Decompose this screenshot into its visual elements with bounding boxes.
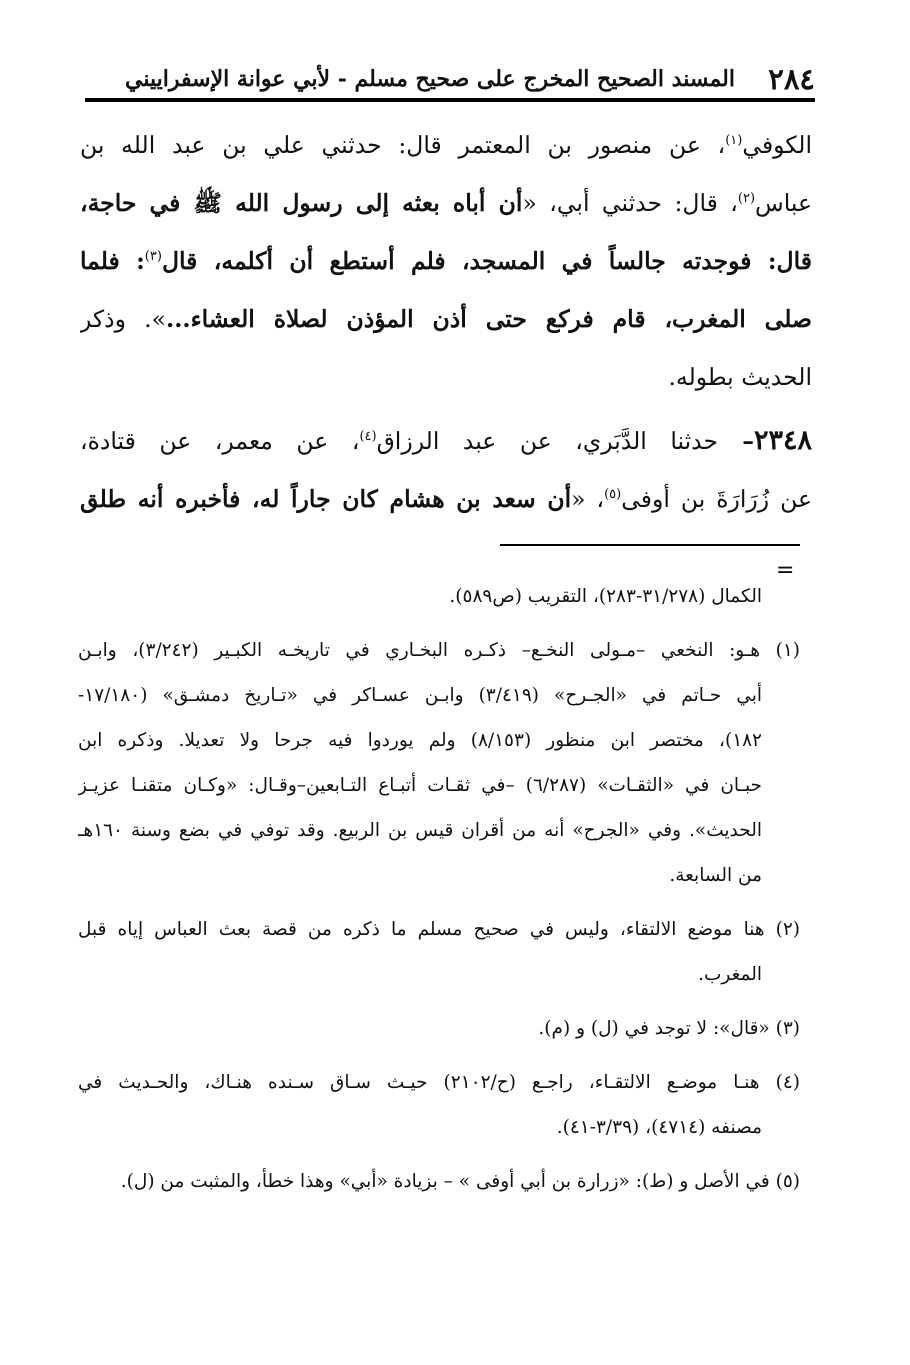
footnote-1-line: ١٨٢)، مختصر ابن منظور (٨/١٥٣) ولم يوردوا فيه جرحا ولا تعديلا. وذكره ابن xyxy=(78,730,762,751)
page-number: ٢٨٤ xyxy=(768,62,815,96)
footnote-4: (٤) هنـا موضـع الالتقـاء، راجـع (ح/٢١٠٢) حيـث سـاق سـنده هنـاك، والحـديث في xyxy=(78,1072,800,1093)
footnote-1-line: الحديث». وفي «الجرح» أنه من أقران قيس بن الربيع. وقد توفي في بضع وسنة ١٦٠هـ xyxy=(78,820,762,841)
hadith-number: ٢٣٤٨ xyxy=(753,425,812,456)
footnote-ref[interactable]: (٥) xyxy=(604,487,622,503)
footnote-continuation: الكمال (٣١/٢٧٨-٢٨٣)، التقريب (ص٥٨٩). xyxy=(449,586,762,607)
footnote-2-line: المغرب. xyxy=(698,964,762,985)
footnote-ref[interactable]: (١) xyxy=(725,133,743,149)
text-line: عن زُرَارَةَ بن أوفى$^{(٥)}$، «أن سعد بن هشام كان جاراً له، فأخبره أنه طلق xyxy=(80,485,812,513)
text-line: قال: فوجدته جالساً في المسجد، فلم أستطع أن أكلمه، قال$^{(٣)}$: فلما xyxy=(80,247,812,275)
main-text xyxy=(80,116,812,528)
running-title: المسند الصحيح المخرج على صحيح مسلم - لأبي عوانة الإسفراييني xyxy=(125,66,735,92)
footnote-1-line: من السابعة. xyxy=(669,865,762,886)
footnote-1-line: حبـان في «الثقـات» (٦/٢٨٧) –في ثقـات أتبـاع التـابعين–وقـال: «وكـان متقنـا عزيـز xyxy=(78,775,762,796)
text-line: عباس$^{(٢)}$، قال: حدثني أبي، «أن أباه بعثه إلى رسول الله ﷺ في حاجة، xyxy=(80,189,812,217)
text-line: الكوفي$^{(١)}$، عن منصور بن المعتمر قال: حدثني علي بن عبد الله بن xyxy=(80,131,812,159)
footnote-ref[interactable]: (٤) xyxy=(359,429,377,445)
footnote-separator xyxy=(500,544,800,546)
footnotes xyxy=(78,574,800,1204)
text-line: الحديث بطوله. xyxy=(668,363,812,391)
hadith-line: ٢٣٤٨– حدثنا الدَّبَري، عن عبد الرزاق$^{(٤)}$، عن معمر، عن قتادة، xyxy=(80,425,812,456)
footnote-3: (٣) «قال»: لا توجد في (ل) و (م). xyxy=(538,1018,800,1039)
footnote-1: (١) هـو: النخعي –مـولى النخـع– ذكـره البخـاري في تاريخـه الكبـير (٣/٢٤٢)، وابـن xyxy=(78,640,800,661)
footnote-4-line: مصنفه (٤٧١٤)، (٣/٣٩-٤١). xyxy=(556,1117,762,1138)
footnote-ref[interactable]: (٣) xyxy=(144,249,162,265)
header-rule xyxy=(85,98,815,102)
text-line: صلى المغرب، قام فركع حتى أذن المؤذن لصلاة العشاء...». وذكر xyxy=(80,305,812,333)
footnote-ref[interactable]: (٢) xyxy=(737,191,756,207)
continuation-mark: = xyxy=(776,558,795,583)
footnote-1-line: أبي حـاتم في «الجـرح» (٣/٤١٩) وابـن عسـاكر في «تـاريخ دمشـق» (١٧/١٨٠- xyxy=(78,685,762,706)
footnote-2: (٢) هنا موضع الالتقاء، وليس في صحيح مسلم ما ذكره من قصة بعث العباس إياه قبل xyxy=(78,919,800,940)
footnote-5: (٥) في الأصل و (ط): «زرارة بن أبي أوفى » – بزيادة «أبي» وهذا خطأ، والمثبت من (ل). xyxy=(120,1171,800,1192)
